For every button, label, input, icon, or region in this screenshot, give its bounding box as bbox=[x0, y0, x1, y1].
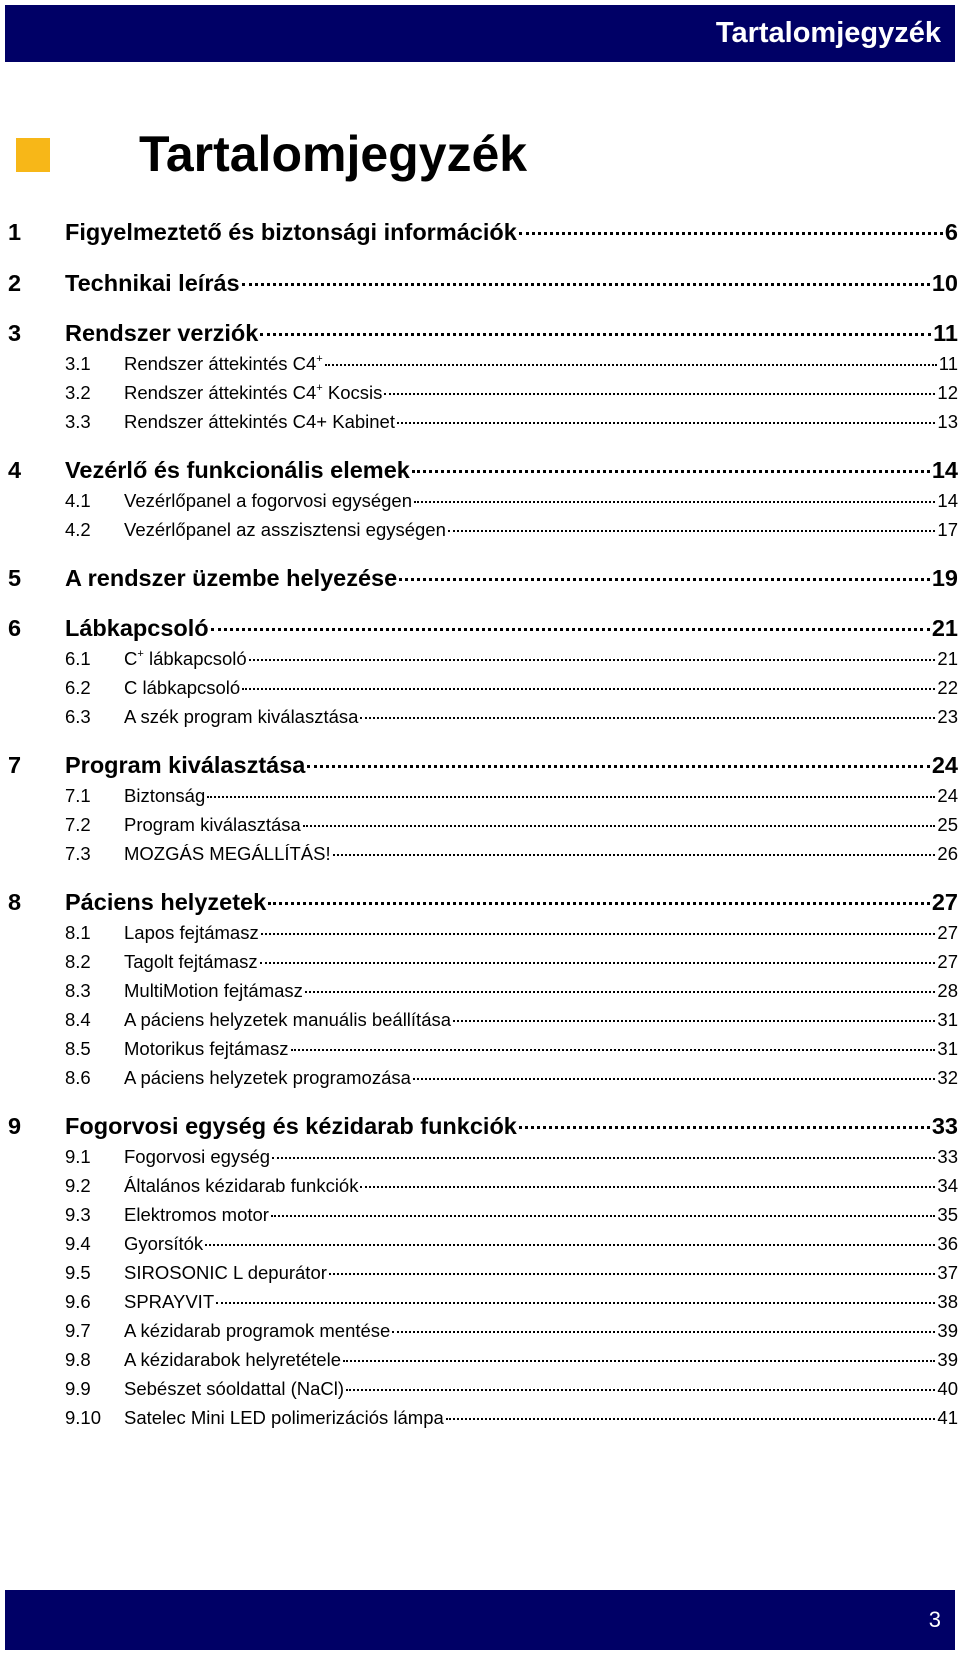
toc-dot-leader bbox=[414, 501, 935, 503]
toc-entry-page: 34 bbox=[937, 1175, 958, 1196]
toc-entry-number: 9.2 bbox=[65, 1175, 91, 1196]
toc-entry-number: 3 bbox=[8, 320, 22, 346]
toc-section-entry[interactable] bbox=[8, 1290, 958, 1314]
toc-entry-page: 12 bbox=[937, 382, 958, 403]
toc-section-entry[interactable] bbox=[8, 1174, 958, 1198]
toc-entry-page: 23 bbox=[937, 706, 958, 727]
toc-entry-title: Gyorsítók bbox=[124, 1233, 204, 1254]
toc-entry-page: 24 bbox=[931, 752, 958, 778]
toc-dot-leader bbox=[360, 1186, 935, 1188]
toc-entry-page: 26 bbox=[937, 843, 958, 864]
toc-entry-page: 13 bbox=[937, 411, 958, 432]
toc-entry-number: 9.6 bbox=[65, 1291, 91, 1312]
toc-dot-leader bbox=[216, 1302, 935, 1304]
footer-bar bbox=[5, 1590, 955, 1650]
toc-dot-leader bbox=[399, 578, 930, 581]
toc-section-entry[interactable] bbox=[8, 381, 958, 405]
toc-dot-leader bbox=[207, 796, 935, 798]
toc-entry-title: Program kiválasztása bbox=[65, 752, 306, 778]
toc-entry-title: A rendszer üzembe helyezése bbox=[65, 565, 398, 591]
toc-entry-page: 39 bbox=[937, 1320, 958, 1341]
toc-section-entry[interactable] bbox=[8, 1203, 958, 1227]
toc-section-entry[interactable] bbox=[8, 950, 958, 974]
toc-entry-number: 8 bbox=[8, 889, 22, 915]
toc-entry-title: A kézidarabok helyretétele bbox=[124, 1349, 341, 1370]
toc-section-entry[interactable] bbox=[8, 352, 958, 376]
toc-entry-page: 35 bbox=[937, 1204, 958, 1225]
toc-entry-number: 7.3 bbox=[65, 843, 91, 864]
toc-entry-number: 3.3 bbox=[65, 411, 91, 432]
toc-entry-page: 40 bbox=[937, 1378, 958, 1399]
toc-entry-page: 21 bbox=[931, 615, 958, 641]
header-title: Tartalomjegyzék bbox=[715, 17, 941, 49]
toc-entry-number: 6 bbox=[8, 615, 22, 641]
toc-entry-title: MultiMotion fejtámasz bbox=[124, 980, 303, 1001]
toc-dot-leader bbox=[272, 1157, 935, 1159]
toc-chapter-entry[interactable] bbox=[8, 887, 958, 917]
toc-section-entry[interactable] bbox=[8, 647, 958, 671]
toc-entry-title: Satelec Mini LED polimerizációs lámpa bbox=[124, 1407, 444, 1428]
toc-entry-page: 38 bbox=[937, 1291, 958, 1312]
toc-entry-page: 36 bbox=[937, 1233, 958, 1254]
toc-entry-number: 9.10 bbox=[65, 1407, 102, 1428]
toc-entry-number: 1 bbox=[8, 219, 22, 245]
toc-section-entry[interactable] bbox=[8, 1261, 958, 1285]
header-bar bbox=[5, 5, 955, 62]
toc-entry-page: 19 bbox=[931, 565, 958, 591]
toc-entry-title: Sebészet sóoldattal (NaCl) bbox=[124, 1378, 345, 1399]
toc-entry-number: 6.3 bbox=[65, 706, 91, 727]
toc-dot-leader bbox=[325, 364, 937, 366]
toc-entry-page: 14 bbox=[931, 457, 958, 483]
toc-section-entry[interactable] bbox=[8, 518, 958, 542]
toc-dot-leader bbox=[412, 470, 930, 473]
toc-section-entry[interactable] bbox=[8, 410, 958, 434]
toc-dot-leader bbox=[261, 933, 936, 935]
toc-dot-leader bbox=[242, 688, 935, 690]
toc-dot-leader bbox=[343, 1360, 935, 1362]
toc-entry-title: Rendszer áttekintés C4+ Kocsis bbox=[124, 382, 383, 403]
toc-dot-leader bbox=[260, 962, 936, 964]
toc-entry-page: 33 bbox=[937, 1146, 958, 1167]
toc-entry-title: SIROSONIC L depurátor bbox=[124, 1262, 327, 1283]
toc-entry-page: 17 bbox=[937, 519, 958, 540]
toc-entry-title: Vezérlőpanel az asszisztensi egységen bbox=[124, 519, 446, 540]
toc-section-entry[interactable] bbox=[8, 1319, 958, 1343]
toc-entry-number: 8.6 bbox=[65, 1067, 91, 1088]
toc-entry-title: Program kiválasztása bbox=[124, 814, 301, 835]
toc-entry-title: Biztonság bbox=[124, 785, 206, 806]
toc-entry-title: Vezérlőpanel a fogorvosi egységen bbox=[124, 490, 412, 511]
toc-chapter-entry[interactable] bbox=[8, 318, 958, 348]
toc-entry-title: Rendszer verziók bbox=[65, 320, 259, 346]
toc-entry-number: 8.2 bbox=[65, 951, 91, 972]
toc-section-entry[interactable] bbox=[8, 1348, 958, 1372]
toc-dot-leader bbox=[392, 1331, 935, 1333]
toc-entry-page: 31 bbox=[937, 1038, 958, 1059]
toc-entry-number: 9 bbox=[8, 1113, 22, 1139]
toc-dot-leader bbox=[333, 854, 936, 856]
toc-entry-number: 5 bbox=[8, 565, 22, 591]
toc-entry-title: A páciens helyzetek manuális beállítása bbox=[124, 1009, 452, 1030]
toc-section-entry[interactable] bbox=[8, 842, 958, 866]
toc-entry-number: 7.2 bbox=[65, 814, 91, 835]
toc-section-entry[interactable] bbox=[8, 813, 958, 837]
toc-dot-leader bbox=[453, 1020, 935, 1022]
toc-section-entry[interactable] bbox=[8, 489, 958, 513]
toc-entry-number: 6.1 bbox=[65, 648, 91, 669]
toc-entry-page: 21 bbox=[937, 648, 958, 669]
toc-entry-title: C lábkapcsoló bbox=[124, 677, 241, 698]
toc-dot-leader bbox=[346, 1389, 935, 1391]
toc-entry-number: 4.2 bbox=[65, 519, 91, 540]
toc-dot-leader bbox=[260, 333, 931, 336]
toc-dot-leader bbox=[448, 530, 936, 532]
toc-entry-title: Rendszer áttekintés C4+ bbox=[124, 353, 323, 374]
toc-entry-number: 9.1 bbox=[65, 1146, 91, 1167]
toc-entry-page: 14 bbox=[937, 490, 958, 511]
toc-chapter-entry[interactable] bbox=[8, 268, 958, 298]
toc-dot-leader bbox=[211, 628, 930, 631]
toc-entry-page: 33 bbox=[931, 1113, 958, 1139]
toc-entry-page: 28 bbox=[937, 980, 958, 1001]
toc-entry-number: 4.1 bbox=[65, 490, 91, 511]
toc-entry-page: 27 bbox=[931, 889, 958, 915]
toc-entry-title: Fogorvosi egység bbox=[124, 1146, 271, 1167]
toc-dot-leader bbox=[271, 1215, 935, 1217]
toc-entry-title: Rendszer áttekintés C4+ Kabinet bbox=[124, 411, 395, 432]
toc-dot-leader bbox=[384, 393, 935, 395]
toc-entry-page: 22 bbox=[937, 677, 958, 698]
toc-entry-page: 11 bbox=[933, 320, 958, 346]
toc-dot-leader bbox=[519, 1126, 930, 1129]
toc-entry-title: Technikai leírás bbox=[65, 270, 240, 296]
toc-entry-title: MOZGÁS MEGÁLLÍTÁS! bbox=[124, 843, 331, 864]
toc-entry-number: 6.2 bbox=[65, 677, 91, 698]
toc-chapter-entry[interactable] bbox=[8, 217, 958, 247]
toc-entry-number: 8.5 bbox=[65, 1038, 91, 1059]
toc-entry-number: 4 bbox=[8, 457, 22, 483]
toc-section-entry[interactable] bbox=[8, 705, 958, 729]
toc-entry-title: A páciens helyzetek programozása bbox=[124, 1067, 411, 1088]
toc-entry-page: 32 bbox=[937, 1067, 958, 1088]
toc-entry-number: 8.1 bbox=[65, 922, 91, 943]
toc-entry-page: 6 bbox=[944, 219, 958, 245]
toc-dot-leader bbox=[519, 232, 943, 235]
toc-entry-title: Tagolt fejtámasz bbox=[124, 951, 258, 972]
toc-entry-title: C+ lábkapcsoló bbox=[124, 648, 247, 669]
toc-entry-number: 8.4 bbox=[65, 1009, 91, 1030]
toc-dot-leader bbox=[268, 902, 930, 905]
toc-entry-title: Általános kézidarab funkciók bbox=[124, 1175, 359, 1196]
toc-entry-page: 24 bbox=[937, 785, 958, 806]
toc-entry-number: 3.1 bbox=[65, 353, 91, 374]
toc-entry-number: 9.9 bbox=[65, 1378, 91, 1399]
toc-dot-leader bbox=[303, 825, 936, 827]
toc-section-entry[interactable] bbox=[8, 1066, 958, 1090]
toc-dot-leader bbox=[242, 283, 930, 286]
toc-entry-number: 7 bbox=[8, 752, 22, 778]
toc-entry-number: 9.8 bbox=[65, 1349, 91, 1370]
toc-entry-number: 2 bbox=[8, 270, 22, 296]
toc-entry-title: A kézidarab programok mentése bbox=[124, 1320, 391, 1341]
toc-entry-number: 9.3 bbox=[65, 1204, 91, 1225]
toc-entry-title: Vezérlő és funkcionális elemek bbox=[65, 457, 410, 483]
toc-section-entry[interactable] bbox=[8, 1008, 958, 1032]
toc-chapter-entry[interactable] bbox=[8, 455, 958, 485]
toc-entry-page: 31 bbox=[937, 1009, 958, 1030]
toc-dot-leader bbox=[397, 422, 935, 424]
toc-entry-number: 8.3 bbox=[65, 980, 91, 1001]
toc-chapter-entry[interactable] bbox=[8, 1111, 958, 1141]
toc-dot-leader bbox=[205, 1244, 935, 1246]
toc-entry-number: 9.7 bbox=[65, 1320, 91, 1341]
toc-dot-leader bbox=[291, 1049, 936, 1051]
toc-chapter-entry[interactable] bbox=[8, 563, 958, 593]
toc-entry-number: 9.4 bbox=[65, 1233, 91, 1254]
toc-entry-title: Lábkapcsoló bbox=[65, 615, 209, 641]
toc-entry-title: Fogorvosi egység és kézidarab funkciók bbox=[65, 1113, 517, 1139]
page-number: 3 bbox=[928, 1607, 941, 1632]
toc-dot-leader bbox=[446, 1418, 936, 1420]
toc-entry-page: 27 bbox=[937, 951, 958, 972]
toc-entry-number: 9.5 bbox=[65, 1262, 91, 1283]
toc-section-entry[interactable] bbox=[8, 1406, 958, 1430]
toc-dot-leader bbox=[413, 1078, 936, 1080]
toc-entry-title: Motorikus fejtámasz bbox=[124, 1038, 289, 1059]
toc-entry-title: Lapos fejtámasz bbox=[124, 922, 259, 943]
toc-entry-page: 25 bbox=[937, 814, 958, 835]
toc-section-entry[interactable] bbox=[8, 1037, 958, 1061]
toc-entry-title: SPRAYVIT bbox=[124, 1291, 215, 1312]
toc-dot-leader bbox=[307, 765, 930, 768]
title-marker-square bbox=[16, 138, 50, 172]
toc-section-entry[interactable] bbox=[8, 676, 958, 700]
toc-entry-page: 11 bbox=[938, 353, 958, 374]
toc-entry-title: A szék program kiválasztása bbox=[124, 706, 359, 727]
toc-section-entry[interactable] bbox=[8, 1377, 958, 1401]
toc-entry-page: 27 bbox=[937, 922, 958, 943]
toc-section-entry[interactable] bbox=[8, 979, 958, 1003]
toc-dot-leader bbox=[305, 991, 936, 993]
toc-section-entry[interactable] bbox=[8, 784, 958, 808]
toc-entry-page: 10 bbox=[931, 270, 958, 296]
toc-section-entry[interactable] bbox=[8, 1145, 958, 1169]
toc-dot-leader bbox=[360, 717, 935, 719]
toc-entry-number: 3.2 bbox=[65, 382, 91, 403]
toc-entry-page: 37 bbox=[937, 1262, 958, 1283]
toc-entry-title: Páciens helyzetek bbox=[65, 889, 267, 915]
toc-chapter-entry[interactable] bbox=[8, 750, 958, 780]
toc-entry-title: Elektromos motor bbox=[124, 1204, 269, 1225]
page-title: Tartalomjegyzék bbox=[139, 126, 528, 182]
toc-entry-page: 39 bbox=[937, 1349, 958, 1370]
toc-section-entry[interactable] bbox=[8, 921, 958, 945]
toc-dot-leader bbox=[329, 1273, 936, 1275]
toc-entry-page: 41 bbox=[937, 1407, 958, 1428]
toc-chapter-entry[interactable] bbox=[8, 613, 958, 643]
toc-entry-number: 7.1 bbox=[65, 785, 91, 806]
toc-entry-title: Figyelmeztető és biztonsági információk bbox=[65, 219, 517, 245]
toc-dot-leader bbox=[249, 659, 936, 661]
toc-section-entry[interactable] bbox=[8, 1232, 958, 1256]
